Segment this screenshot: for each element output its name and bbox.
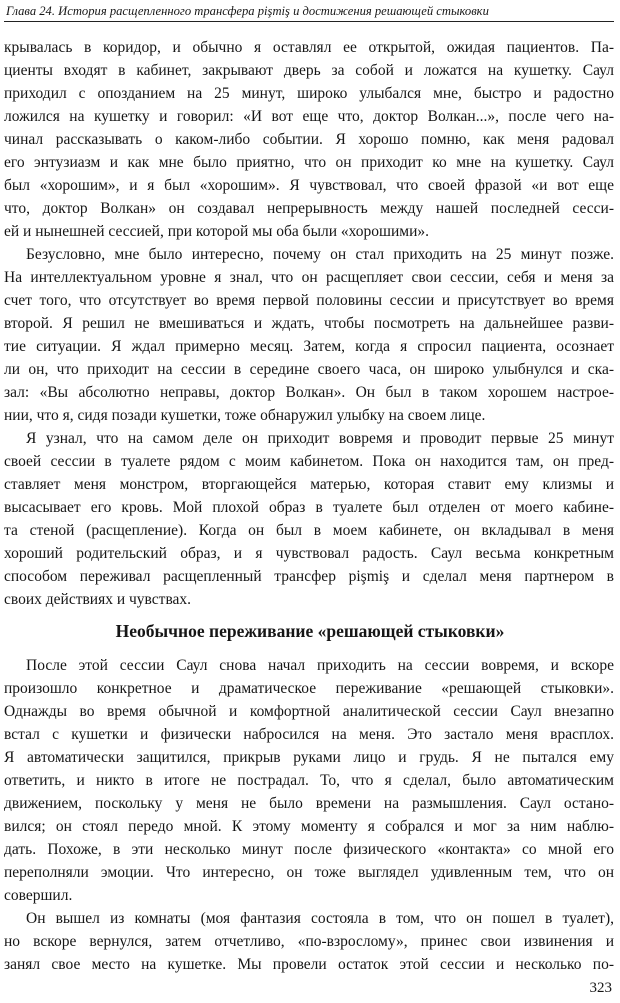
text-line: высасывает его кровь. Мой плохой образ в туалете был отделен от моего кабине- <box>4 499 614 516</box>
text-line: Однажды во время обычной и комфортной аналитической сессии Саул внезапно <box>4 703 614 720</box>
text-line: Безусловно, мне было интересно, почему он стал приходить на 25 минут позже. <box>26 246 614 263</box>
text-line: приходил с опозданием на 25 минут, широко улыбался мне, быстро и радостно <box>4 85 614 102</box>
text-line: но вскоре вернулся, затем отчетливо, «по-взрослому», принес свои извинения и <box>4 933 614 950</box>
text-line: циенты входят в кабинет, закрывают дверь за собой и ложатся на кушетку. Саул <box>4 62 614 79</box>
paragraph-4 <box>4 654 614 907</box>
page-number: 323 <box>589 980 612 996</box>
header-rule <box>4 21 614 22</box>
text-line: крывалась в коридор, и обычно я оставлял ее открытой, ожидая пациентов. Па- <box>4 39 614 56</box>
paragraph-2 <box>4 243 614 427</box>
text-line: встал с кушетки и физически набросился на меня. Это застало меня врасплох. <box>4 726 614 743</box>
text-line: ставляет меня монстром, вторгающейся матерью, которая ставит ему клизмы и <box>4 476 614 493</box>
text-line: был «хорошим», и я был «хорошим». Я чувствовал, что своей фразой «и вот еще <box>4 177 614 194</box>
text-line: вился; он стоял передо мной. К этому моменту я собрался и мог за ним наблю- <box>4 818 614 835</box>
text-line: движением, поскольку у меня не было времени на размышления. Саул остано- <box>4 795 614 812</box>
text-line: его энтузиазм и как мне было приятно, что он приходит ко мне на кушетку. Саул <box>4 154 614 171</box>
paragraph-3 <box>4 427 614 611</box>
text-line: ей и нынешней сессией, при которой мы оба были «хорошими». <box>4 223 430 240</box>
text-line: На интеллектуальном уровне я знал, что он расщепляет свои сессии, себя и меня за <box>4 269 614 286</box>
text-line: второй. Я решил не вмешиваться и ждать, чтобы посмотреть на дальнейшее разви- <box>4 315 614 332</box>
text-line: нии, что я, сидя позади кушетки, тоже обнаружил улыбку на своем лице. <box>4 407 486 424</box>
text-line: занял свое место на кушетке. Мы провели остаток этой сессии и несколько по- <box>4 956 614 973</box>
running-head: Глава 24. История расщепленного трансфера pişmiş и достижения решающей стыковки <box>6 4 489 18</box>
text-line: своих действиях и чувствах. <box>4 591 192 608</box>
text-line: та стеной (расщепление). Когда он был в моем кабинете, он вкладывал в меня <box>4 522 614 539</box>
text-line: тие ситуации. Я ждал примерно месяц. Затем, когда я спросил пациента, осознает <box>4 338 614 355</box>
text-line: счет того, что отсутствует во время первой половины сессии и присутствует во время <box>4 292 614 309</box>
text-line: способом переживал расщепленный трансфер pişmiş и сделал меня партнером в <box>4 568 614 585</box>
paragraph-1 <box>4 36 614 243</box>
text-line: Я узнал, что на самом деле он приходит вовремя и проводит первые 25 минут <box>26 430 614 447</box>
text-line: своей сессии в туалете рядом с моим кабинетом. Пока он находится там, он пред- <box>4 453 614 470</box>
paragraph-5 <box>4 907 614 976</box>
text-line: Я автоматически защитился, прикрыв руками лицо и грудь. Я не пытался ему <box>4 749 614 766</box>
text-line: произошло конкретное и драматическое переживание «решающей стыковки». <box>4 680 614 697</box>
section-heading: Необычное переживание «решающей стыковки» <box>115 621 505 641</box>
text-line: ложился на кушетку и говорил: «И вот еще что, доктор Волкан...», после чего на- <box>4 108 614 125</box>
text-line: хороший родительский образ, и я чувствовал радость. Саул весьма конкретным <box>4 545 614 562</box>
text-line: ответить, и никто в итоге не пострадал. То, что я сделал, было автоматическим <box>4 772 614 789</box>
text-line: После этой сессии Саул снова начал приходить на сессии вовремя, и вскоре <box>26 657 614 674</box>
text-line: зал: «Вы абсолютно неправы, доктор Волкан». Он был в таком хорошем настрое- <box>4 384 614 401</box>
text-line: переполняли эмоции. Что интересно, он тоже выглядел удивленным тем, что он <box>4 864 614 881</box>
text-line: совершил. <box>4 887 73 904</box>
text-line: чинал рассказывать о каком-либо событии. Я хорошо помню, как меня радовал <box>4 131 614 148</box>
text-line: что, доктор Волкан» он создавал непрерывность между нашей последней сесси- <box>4 200 614 217</box>
text-line: ли он, что приходит на сессии в середине своего часа, он широко улыбнулся и ска- <box>4 361 614 378</box>
text-line: Он вышел из комнаты (моя фантазия состояла в том, что он пошел в туалет), <box>26 910 614 927</box>
text-line: дать. Похоже, в эти несколько минут после физического «контакта» со мной его <box>4 841 614 858</box>
